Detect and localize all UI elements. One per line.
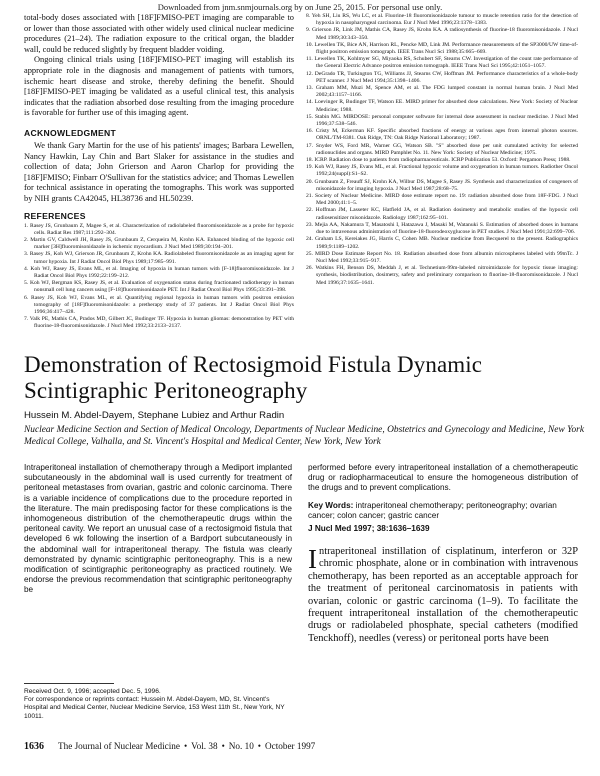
reference-item: 21. Society of Nuclear Medicine. MIRD dose estimate report no. 19: radiation absorbed dose from 18F-FDG. J Nucl Med 2000;41:1–5. [306,193,578,207]
right-column [306,13,578,287]
reference-item: 11. Lewellen TK, Kohlmyer SG, Miyaoka RS, Schubert SF, Stearns CW. Investigation of the count rate performance of the General Electric Advance positron emission tomograph. IEEE Trans Nucl Sci 1995;42:1051–1057. [306,56,578,70]
volume: Vol. 38 [191,741,218,751]
keywords-text: intraperitoneal chemotherapy; peritoneography; ovarian cancer; colon cancer; gastric cancer [308,501,557,521]
abstract-continued: performed before every intraperitoneal installation of a chemotherapeutic drug or radiopharmaceutical to ensure the homogeneous distribution of the drugs and to prevent complications. [308,463,578,493]
references-heading: REFERENCES [24,210,86,221]
download-banner: Downloaded from jnm.snmjournals.org by on June 25, 2015. For personal use only. [157,2,443,12]
abstract-left: Intraperitoneal installation of chemotherapy through a Mediport implanted subcutaneously in the abdominal wall is used currently for treatment of peritoneal metastases from ovarian, gastric and colonic carcinoma. There is a variable incidence of complications due to the procedure reported in the literature. The main predisposing factor for these complications is the inhomogeneous distribution of the chemotherapeutic drugs within the peritoneal cavity. We report an unusual case of a rectosigmoid fistula that developed 6 wk following the insertion of a Bardport subcutaneously in the abdominal wall for intraperitoneal therapy. The fistula was clearly demonstrated by dynamic scintigraphic peritoneography. This is a new modification of scintigraphic peritoneography as practiced routinely. We endorse the previous recommendation that scintigraphic peritoneography be [24,463,292,595]
reference-item: 6. Rasey JS, Koh WJ, Evans ML, et al. Quantifying regional hypoxia in human tumors with positron emission tomography of [18F]fluoromisonidazole: a pretherapy study of 37 patients. Int J Radiat Oncol Biol Phys 1996;36:417–428. [24,294,294,315]
reference-item: 19. Koh WJ, Rasey JS, Evans ML, et al. Fractional hypoxic volume and oxygenation in human tumors. Radiother Oncol 1992;24(suppl):S1–S2. [306,164,578,178]
reference-item: 23. Mejia AA, Nakamura T, Masatoshi I, Hatazawa J, Masaki M, Watanuki S. Estimation of absorbed doses in humans due to intravenous administration of fluorine-18-fluorodeoxyglucose in PET studies. J Nucl Med 1991;32:699–706. [306,221,578,236]
article-citation: J Nucl Med 1997; 38:1636–1639 [308,524,430,533]
left-column [24,13,294,331]
reference-item: 9. Grierson JR, Link JM, Mathis CA, Rasey JS, Krohn KA. A radiosynthesis of fluorine-18 fluoromisonidazole. J Nucl Med 1989;30:343–350. [306,27,578,41]
reference-item: 10. Lewellen TK, Bice AN, Harrison RL, Pencke MD, Link JM. Performance measurements of the SP3000/UW time-of-flight positron emission tomograph. IEEE Trans Nucl Sci 1988;35:665–669. [306,41,578,56]
reference-item: 16. Cristy M, Eckerman KF. Specific absorbed fractions of energy at various ages from internal photon sources. ORNL/TM-8381. Oak Ridge, TN: Oak Ridge National Laboratory; 1987. [306,128,578,142]
footnote-rule [24,683,114,684]
page-number: 1636 [24,741,44,752]
body-paragraph: Ongoing clinical trials using [18F]FMISO-PET imaging will establish its appropriate role in the diagnosis and management of patients with tumors, ischemic heart disease and stroke, thereby defining the benefit. Should [18F]FMISO-PET imaging be validated as a useful clinical test, this analysis indicates that the radiation absorbed dose resulting from the imaging procedure is favorable for further use of this imaging agent. [24,55,294,118]
article-authors: Hussein M. Abdel-Dayem, Stephane Lubiez and Arthur Radin [24,410,285,421]
issue: No. 10 [228,741,254,751]
reference-list-left [24,223,294,331]
body-paragraph: total-body doses associated with [18F]FMISO-PET imaging are comparable to or lower than those associated with other widely used clinical nuclear medicine procedures (21–24). The radiation exposure to the critical organ, the bladder wall, could be reduced slightly by frequent bladder voiding. [24,13,294,54]
page-footer: 1636 The Journal of Nuclear Medicine • Vol. 38 • No. 10 • October 1997 [24,741,316,752]
reference-item: 17. Snyder WS, Ford MR, Warner GG, Watson SB. "S" absorbed dose per unit cumulated activity for selected radionuclides and organs. MIRD Pamphlet No. 11. New York: Society of Nuclear Medicine; 1975. [306,142,578,156]
reference-item: 15. Stabin MG. MIRDOSE: personal computer software for internal dose assessment in nuclear medicine. J Nucl Med 1996;37:538–546. [306,113,578,128]
reference-item: 8. Yeh SH, Liu RS, Wu LC, et al. Fluorine-18 fluoromisonidazole tumour to muscle retention ratio for the detection of hypoxia in nasopharyngeal carcinoma. Eur J Nucl Med 1996;23:1378–1383. [306,13,578,27]
reference-item: 7. Valk PE, Mathis CA, Prados MD, Gilbert JC, Budinger TF. Hypoxia in human gliomas: demonstration by PET with fluorine-18-fluoromisonidazole. J Nucl Med 1992;33:2133–2137. [24,316,294,330]
reference-item: 13. Graham MM, Muzi M, Spence AM, et al. The FDG lumped constant in normal human brain. J Nucl Med 2002;43:1157–1166. [306,85,578,99]
reference-item: 25. MIRD Dose Estimate Report No. 18. Radiation absorbed dose from albumin microspheres labeled with 99mTc. J Nucl Med 1992;33:915–917. [306,250,578,264]
journal-name: The Journal of Nuclear Medicine [58,741,180,751]
reference-list-right [306,13,578,287]
reference-item: 18. ICRP. Radiation dose to patients from radiopharmaceuticals. ICRP Publication 53. Oxford: Pergamon Press; 1988. [306,157,571,164]
reference-item: 2. Martin GV, Caldwell JH, Rasey JS, Grunbaum Z, Cerqueira M, Krohn KA. Enhanced binding of the hypoxic cell marker [3H]fluoromisonidazole in ischemic myocardium. J Nucl Med 1989;30:194–201. [24,236,294,251]
issue-date: October 1997 [265,741,316,751]
footnote-correspondence: For correspondence or reprints contact: Hussein M. Abdel-Dayem, MD, St. Vincent's Hospital and Medical Center, Nuclear Medicine Service, 153 West 11th St., New York, NY 10011. [24,696,285,720]
reference-item: 26. Watkins FH, Benson DS, Meddah J, et al. Technetium-99m-labeled nitroimidazole for hypoxic tissue imaging: synthesis, biodistribution, dosimetry, safety and preliminary comparison to fluorine-18-fluoromisonidazole. J Nucl Med 1996;37:1635–1641. [306,265,578,286]
article-title: Demonstration of Rectosigmoid Fistula Dynamic Scintigraphic Peritoneography [24,352,483,403]
reference-item: 14. Loevinger R, Budinger TF, Watson EE. MIRD primer for absorbed dose calculations. New York: Society of Nuclear Medicine; 1988. [306,99,578,113]
acknowledgment-text: We thank Gary Martin for the use of his patients' images; Barbara Lewellen, Nancy Hawkin, Lay Chin and Bart Slaker for assistance in the studies and collection of data; John Grierson and Aaron Charlop for providing the [18F]FMISO; Finbarr O'Sullivan for the statistics advice; and Thomas Lewellen for technical assistance in operating the tomographs. This work was supported by NIH grants CA42045, HL38736 and HL50239. [24,140,294,203]
reference-item: 5. Koh WJ, Bergman KS, Rasey JS, et al. Evaluation of oxygenation status during fractionated radiotherapy in human nonsmall cell lung cancers using [F-18]fluoromisonidazole PET. Int J Radiat Oncol Biol Phys 1995;33:391–398. [24,280,294,294]
reference-item: 12. DeGrado TR, Turkington TG, Williams JJ, Stearns CW, Hoffman JM. Performance characteristics of a whole-body PET scanner. J Nucl Med 1994;35:1398–1406. [306,70,578,84]
footnote [24,688,292,721]
acknowledgment-heading: ACKNOWLEDGMENT [24,127,117,138]
article-body-text: ntraperitoneal instillation of cisplatinum, interferon or 32P chromic phosphate, alone or in combination with intravenous chemotherapy, has been reported as an acceptable approach for the treatment of peritoneal carcinomatosis in patients with ovarian, colonic or gastric carcinoma (1–9). To facilitate the frequent intraperitoneal installation of the chemotherapeutic drugs or radiolabeled phosphate, special catheters (modified Tenckhoff), needles (veress) or peritoneal ports have been [308,546,578,644]
reference-item: 1. Rasey JS, Grunbaum Z, Magee S, et al. Characterization of radiolabeled fluoromisonidazole as a probe for hypoxic cells. Radiat Res 1987;111:292–304. [24,222,294,236]
reference-item: 4. Koh WJ, Rasey JS, Evans ML, et al. Imaging of hypoxia in human tumors with [F-18]fluoromisonidazole. Int J Radiat Oncol Biol Phys 1992;22:199–212. [24,265,294,279]
reference-item: 24. Graham LS, Kereiakes JG, Harris C, Cohen MB. Nuclear medicine from Becquerel to the present. Radiographics 1989;9:1189–1202. [306,236,578,250]
drop-cap: I [308,544,317,574]
article-affiliation: Nuclear Medicine Section and Section of Medical Oncology, Departments of Nuclear Medicine, Obstetrics and Gynecology and Medicine, New York Medical College, Valhalla, and St. Vincent's Hospital and Medical Center, New York, New York [24,425,584,447]
reference-item: 20. Grunbaum Z, Freauff SJ, Krohn KA, Wilbur DS, Magee S, Rasey JS. Synthesis and characterization of congeners of misonidazole for imaging hypoxia. J Nucl Med 1987;28:68–75. [306,178,578,192]
keywords [308,501,578,521]
article-body [308,546,578,645]
keywords-label: Key Words: [308,501,354,510]
reference-item: 3. Rasey JS, Koh WJ, Grierson JR, Grunbaum Z, Krohn KA. Radiolabeled fluoromisonidazole as an imaging agent for tumor hypoxia. Int J Radiat Oncol Biol Phys 1989;17:985–991. [24,251,294,265]
footnote-received: Received Oct. 9, 1996; accepted Dec. 5, 1996. [24,688,161,695]
reference-item: 22. Hoffman JM, Lasseter KC, Hatfield JA, et al. Radiation dosimetry and metabolic studies of the hypoxic cell radiosensitizer misonidazole. Radiology 1987;162:95–101. [306,207,578,221]
